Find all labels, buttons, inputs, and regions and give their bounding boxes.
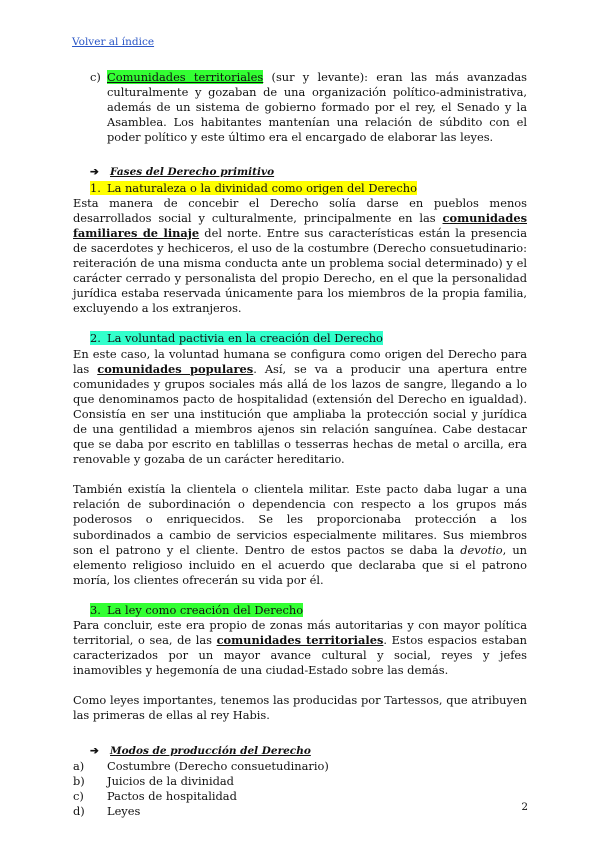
section-heading-fases: ➔ Fases del Derecho primitivo [73,165,527,180]
list-item: b) Juicios de la divinidad [73,773,234,788]
list-item: c) Pactos de hospitalidad [73,788,237,803]
paragraph: Para concluir, este era propio de zonas más autoritarias y con mayor política territorial, o sea, de las comunidades territoriales. Estos espacios estaban caracterizados por un mayor avance cultural y social, reyes y jefes inamovibles y hegemonía de una ciudad-Estado sobre las demás. [73,618,527,678]
paragraph: Esta manera de concebir el Derecho solía darse en pueblos menos desarrollados social y culturalmente, principalmente en las comunidades familiares de linaje del norte. Entre sus características están la presencia de sacerdotes y hechiceros, el uso de la costumbre (Derecho consuetudinario: reiteración de una misma conducta ante un problema social determinado) y el carácter cerrado y personalista del propio Derecho, en el que la personalidad jurídica estaba reservada únicamente para los miembros de la propia familia, excluyendo a los extranjeros. [73,195,527,316]
subheading-naturaleza: 1. La naturaleza o la divinidad como origen del Derecho [90,180,417,195]
paragraph: Comunidades territoriales (sur y levante): eran las más avanzadas culturalmente y gozaban de una organización político-administrativa, además de un sistema de gobierno formado por el rey, el Senado y la Asamblea. Los habitantes mantenían una relación de súbdito con el poder político y este último era el encargado de elaborar las leyes. [107,70,527,145]
list-marker: c) [90,70,101,84]
page-number: 2 [521,801,528,813]
list-item: d) Leyes [73,803,141,818]
section-heading-modos: ➔ Modos de producción del Derecho [73,744,527,759]
paragraph: En este caso, la voluntad humana se configura como origen del Derecho para las comunidades populares. Así, se va a producir una apertura entre comunidades y grupos sociales más allá de los lazos de sangre, llegando a lo que denominamos pacto de hospitalidad (extensión del Derecho en igualdad). Consistía en ser una institución que ampliaba la protección social y jurídica de una gentilidad a miembros ajenos sin relación sanguínea. Cabe destacar que se daba por escrito en tablillas o tesserras hechas de metal o arcilla, era renovable y gozaba de un carácter hereditario. [73,346,528,467]
paragraph: Como leyes importantes, tenemos las producidas por Tartessos, que atribuyen las primeras de ellas al rey Habis. [73,693,527,723]
highlighted-term: Comunidades territoriales [107,70,264,84]
subheading-ley: 3. La ley como creación del Derecho [90,602,304,617]
arrow-right-icon: ➔ [90,744,99,757]
modos-list [73,759,527,819]
list-item-comunidades-territoriales [73,70,527,145]
arrow-right-icon: ➔ [90,166,99,179]
page-content [73,70,527,819]
subheading-voluntad-pactivia: 2. La voluntad pactivia en la creación del Derecho [90,331,383,346]
paragraph: También existía la clientela o clientela militar. Este pacto daba lugar a una relación de subordinación o dependencia con respecto a los grupos más poderosos o enriquecidos. Se les proporcionaba protección a los subordinados a cambio de servicios especialmente militares. Sus miembros son el patrono y el cliente. Dentro de estos pactos se daba la devotio, un elemento religioso incluido en el acuerdo que declaraba que si el patrono moría, los clientes ofrecerán su vida por él. [73,482,527,587]
back-to-index-link[interactable]: Volver al índice [72,36,155,48]
list-item: a) Costumbre (Derecho consuetudinario) [73,758,329,773]
